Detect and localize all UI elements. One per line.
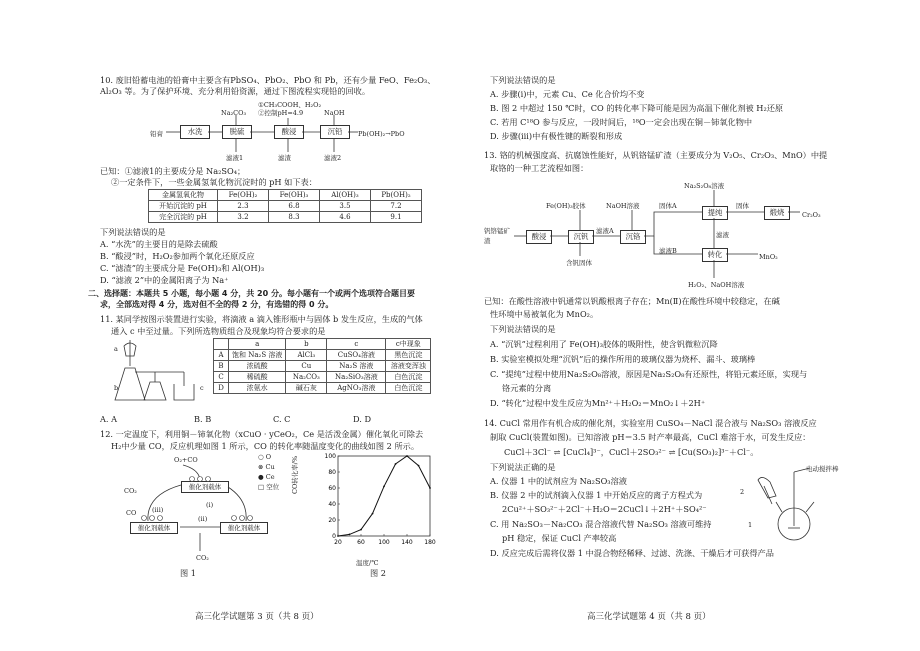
- q13-stem2: 取铬的一种工艺流程如图：: [490, 163, 589, 173]
- td: Na₂S 溶液: [327, 361, 386, 372]
- q12-option-d: D. 步骤(iii)中有极性键的断裂和形成: [490, 131, 623, 141]
- td: 饱和 Na₂S 溶液: [229, 350, 286, 361]
- th: c中现象: [386, 339, 431, 350]
- filtrate-b: 滤液B: [659, 247, 677, 255]
- q14-option-c-cont: pH 稳定，保证 CuCl 产率较高: [502, 533, 617, 543]
- catalyst-right: 催化剂载体: [220, 522, 268, 534]
- x-tick-label: 20: [334, 539, 342, 546]
- y-tick-label: 0: [332, 533, 336, 540]
- q10-option-a: A. “水洗”的主要目的是除去硫酸: [100, 239, 218, 249]
- filtrate-label: 滤液: [716, 231, 729, 239]
- q13-flow-arrows: [484, 180, 824, 290]
- q14-option-b-eq: 2Cu²⁺＋SO₃²⁻＋2Cl⁻＋H₂O＝2CuCl↓＋2H⁺＋SO₄²⁻: [502, 504, 707, 514]
- q10-option-d: D. “滤液 2”中的金属阳离子为 Na⁺: [100, 275, 229, 285]
- q14-option-a: A. 仪器 1 中的试剂应为 Na₂SO₃溶液: [490, 476, 627, 486]
- vanadium-box: 沉钒: [568, 230, 594, 244]
- td: AgNO₃溶液: [327, 383, 386, 394]
- td: AlCl₃: [286, 350, 327, 361]
- data-point: [406, 455, 408, 457]
- species-co: CO: [126, 509, 137, 517]
- product-mno2: MnO₂: [759, 253, 778, 261]
- q12-stem1: 12. 一定温度下，利用铜－铈氧化物（xCuO · yCeO₂，Ce 是活泼金属）催化氧化可除去: [100, 429, 424, 439]
- td: 白色沉淀: [386, 372, 431, 383]
- app-label-c: c: [200, 384, 204, 392]
- q14-option-b: B. 仪器 2 中的试剂滴入仪器 1 中开始反应的离子方程式为: [490, 490, 703, 500]
- q14-stem1: 14. CuCl 常用作有机合成的催化剂，实验室用 CuSO₄－NaCl 混合液与 Na₂SO₃ 溶液反应: [484, 418, 817, 428]
- flow-start: 铅膏: [150, 130, 163, 138]
- precip-box: 沉铅: [320, 125, 350, 139]
- data-point: [429, 487, 431, 489]
- right-footer: 高三化学试题第 4 页（共 8 页）: [587, 612, 711, 622]
- td: 2.3: [218, 201, 269, 212]
- section2-heading1: 二、选择题：本题共 5 小题，每小题 4 分，共 20 分。每小题有一个或两个选项符合题目要: [88, 289, 415, 298]
- td: 完全沉淀的 pH: [149, 212, 218, 223]
- reagent-na2co3: Na₂CO₃: [221, 109, 247, 117]
- step-iii: (iii): [152, 506, 164, 514]
- q14-stem2: 制取 CuCl(装置如图)。已知溶液 pH＝3.5 时产率最高，CuCl 难溶于水，可发生反应：: [490, 432, 811, 442]
- q10-option-c: C. “滤渣”的主要成分是 Fe(OH)₃和 Al(OH)₃: [100, 263, 265, 273]
- td: 白色沉淀: [386, 383, 431, 394]
- td: B: [214, 361, 229, 372]
- x-tick-label: 100: [378, 539, 390, 546]
- th: b: [286, 339, 327, 350]
- td: 4.6: [320, 212, 371, 223]
- q11-answer-c: C. C: [273, 414, 291, 424]
- legend-cu: ⊗ Cu: [258, 463, 275, 471]
- reagent-naoh: NaOH溶液: [606, 202, 640, 210]
- x-tick-label: 140: [401, 539, 413, 546]
- th: 金属氢氧化物: [149, 190, 218, 201]
- q14-ask: 下列说法正确的是: [490, 462, 556, 472]
- q11-answer-d: D. D: [353, 414, 372, 424]
- fig1-caption: 图 1: [180, 568, 196, 578]
- x-tick-label: 60: [357, 539, 365, 546]
- th: [214, 339, 229, 350]
- acid-leach-box: 酸浸: [274, 125, 304, 139]
- data-point: [395, 463, 397, 465]
- filtrate-a: 滤液A: [596, 227, 614, 235]
- q14-apparatus: [742, 466, 852, 546]
- q14-equation: CuCl＋3Cl⁻ ⇌ [CuCl₄]³⁻，CuCl＋2SO₃²⁻ ⇌ [Cu(SO₃)₂]³⁻＋Cl⁻。: [504, 447, 759, 457]
- purify-box: 提纯: [702, 206, 728, 220]
- td: A: [214, 350, 229, 361]
- app-label-b: b: [114, 384, 119, 392]
- th: Fe(OH)₂: [218, 190, 269, 201]
- q12-option-a: A. 步骤(i)中，元素 Cu、Ce 化合价均不变: [490, 89, 645, 99]
- app-label-2: 2: [740, 488, 745, 496]
- reagents-h2o2: H₂O₂、NaOH溶液: [688, 281, 745, 289]
- reagent-na2s2o8: Na₂S₂O₈溶液: [684, 182, 725, 190]
- left-page: [88, 0, 483, 651]
- y-tick-label: 100: [324, 453, 336, 460]
- td: Na₂CO₃: [286, 372, 327, 383]
- th: c: [327, 339, 386, 350]
- q12-stem2: H₂中少量 CO，反应机理如图 1 所示，CO 的转化率随温度变化的曲线如图 2 所示。: [111, 441, 420, 451]
- data-point: [372, 513, 374, 515]
- q12-option-b: B. 图 2 中超过 150 ℃时，CO 的转化率下降可能是因为高温下催化剂被 H₂还原: [490, 103, 784, 113]
- flow-product: Pb(OH)₂→PbO: [358, 130, 405, 138]
- x-tick-label: 180: [424, 539, 436, 546]
- y-tick-label: 20: [328, 517, 336, 524]
- filtrate2: 滤液2: [324, 154, 342, 162]
- convert-box: 转化: [702, 248, 728, 262]
- q10-flow-arrows: [88, 100, 388, 160]
- y-tick-label: 60: [328, 485, 336, 492]
- legend-ce: ● Ce: [258, 473, 275, 481]
- td: 8.3: [269, 212, 320, 223]
- data-point: [349, 534, 351, 536]
- q12-ask: 下列说法错误的是: [490, 75, 556, 85]
- residue: 滤渣: [278, 154, 291, 162]
- q11-answer-a: A. A: [100, 414, 118, 424]
- data-point: [360, 529, 362, 531]
- step-i: (i): [206, 501, 214, 509]
- reagent-feoh: Fe(OH)₃胶体: [546, 202, 586, 210]
- td: 黑色沉淀: [386, 350, 431, 361]
- q13-option-b: B. 实验室模拟处理“沉钒”后的操作所用的玻璃仪器为烧杯、漏斗、玻璃棒: [490, 354, 756, 364]
- y-tick-label: 80: [328, 469, 336, 476]
- td: 3.5: [320, 201, 371, 212]
- section2-heading2: 求，全部选对得 4 分，选对但不全的得 2 分，有选错的得 0 分。: [100, 300, 334, 309]
- q13-known1: 已知：在酸性溶液中钒通常以钒酸根离子存在；Mn(Ⅱ)在酸性环境中较稳定，在碱: [484, 296, 780, 306]
- td: 碱石灰: [286, 383, 327, 394]
- th: Fe(OH)₃: [269, 190, 320, 201]
- filtrate1: 滤液1: [226, 154, 244, 162]
- q11-stem1: 11. 某同学按图示装置进行实验，将滴液 a 滴入锥形瓶中与固体 b 发生反应，生成的气体: [100, 314, 423, 324]
- data-point: [383, 486, 385, 488]
- species-co2-a: CO₂: [124, 487, 137, 495]
- td: 6.8: [269, 201, 320, 212]
- td: 浓氨水: [229, 383, 286, 394]
- q13-option-c: C. “提纯”过程中使用Na₂S₂O₈溶液，原因是Na₂S₂O₈有还原性，将铅元素还原，实现与: [490, 369, 808, 379]
- td: 7.2: [371, 201, 422, 212]
- data-point: [418, 465, 420, 467]
- q12-option-c: C. 若用 C¹⁸O 参与反应，一段时间后，¹⁸O一定会出现在铜－铈氧化物中: [490, 117, 753, 127]
- td: 浓硫酸: [229, 361, 286, 372]
- stirrer-label: 电动搅拌棒: [806, 465, 839, 473]
- product-cr2o3: Cr₂O₃: [802, 211, 821, 219]
- legend-vacancy: □ 空位: [258, 483, 280, 491]
- left-footer: 高三化学试题第 3 页（共 8 页）: [195, 612, 319, 622]
- td: 开始沉淀的 pH: [149, 201, 218, 212]
- app-label-a: a: [114, 345, 118, 353]
- q13-option-a: A. “沉钒”过程利用了 Fe(OH)₃胶体的吸附性，使含钒微粒沉降: [490, 339, 718, 349]
- q11-table: [213, 338, 431, 394]
- td: 溶液变浑浊: [386, 361, 431, 372]
- td: C: [214, 372, 229, 383]
- td: 9.1: [371, 212, 422, 223]
- chart-ylabel: CO转化率/%: [291, 455, 299, 494]
- vanadium-solid: 含钒固体: [566, 259, 592, 267]
- plot-frame: [338, 456, 430, 536]
- q10-option-b: B. “酸浸”时，H₂O₂参加两个氧化还原反应: [100, 251, 255, 261]
- solid-a: 固体A: [659, 202, 677, 210]
- td: 稀硫酸: [229, 372, 286, 383]
- reagent-naoh: NaOH: [324, 109, 345, 117]
- q10-known1: 已知：①滤液1的主要成分是 Na₂SO₄；: [100, 166, 246, 176]
- app-label-1: 1: [748, 521, 753, 529]
- q10-stem-line1: 10. 废旧铅蓄电池的铅膏中主要含有PbSO₄、PbO₂、PbO 和 Pb，还有少量 FeO、Fe₂O₃、: [100, 75, 436, 85]
- species-o2co: O₂+CO: [174, 456, 198, 464]
- q13-known2: 性环境中易被氧化为 MnO₂。: [490, 309, 599, 319]
- q11-answer-b: B. B: [194, 414, 212, 424]
- fig2-caption: 图 2: [370, 568, 386, 578]
- catalyst-left: 催化剂载体: [130, 522, 178, 534]
- step-ii: (ii): [198, 515, 208, 523]
- q10-ask: 下列说法错误的是: [100, 227, 166, 237]
- td: Na₂SiO₃溶液: [327, 372, 386, 383]
- wash-box: 水洗: [180, 125, 210, 139]
- th: Al(OH)₃: [320, 190, 371, 201]
- q10-ph-table: [148, 189, 422, 223]
- q11-stem2: 通入 c 中至过量。下列所选物质组合及现象均符合要求的是: [111, 326, 326, 336]
- conversion-line: [338, 456, 430, 536]
- th: Pb(OH)₂: [371, 190, 422, 201]
- chromium-box: 沉铬: [620, 230, 646, 244]
- ore: 钒铬锰矿渣: [484, 227, 510, 245]
- conversion-chart: [318, 452, 438, 552]
- acid-leach-box-13: 酸浸: [526, 230, 552, 244]
- td: 3.2: [218, 212, 269, 223]
- reagent-cooh: ①CH₃COOH、H₂O₂: [258, 101, 322, 109]
- td: D: [214, 383, 229, 394]
- q13-option-c-cont: 铬元素的分离: [502, 383, 552, 393]
- solid-label: 固体: [736, 202, 749, 210]
- q10-known2: ②一定条件下，一些金属氢氧化物沉淀时的 pH 如下表：: [111, 177, 317, 187]
- q13-stem1: 13. 铬的机械强度高、抗腐蚀性能好，从钒铬锰矿渣（主要成分为 V₂O₅、Cr₂O₃、MnO）中提: [484, 150, 828, 160]
- q10-stem-line2: Al₂O₃ 等。为了保护环境、充分利用铅资源，通过下图流程实现铅的回收。: [100, 86, 371, 96]
- td: Cu: [286, 361, 327, 372]
- q14-option-c: C. 用 Na₂SO₃－Na₂CO₃ 混合溶液代替 Na₂SO₃ 溶液可维持: [490, 519, 712, 529]
- y-tick-label: 40: [328, 501, 336, 508]
- q13-option-d: D. “转化”过程中发生反应为Mn²⁺＋H₂O₂＝MnO₂↓＋2H⁺: [490, 398, 706, 408]
- q13-ask: 下列说法错误的是: [490, 324, 556, 334]
- right-page: [484, 0, 854, 651]
- reagent-ph: ②控制pH=4.9: [258, 109, 304, 117]
- chart-xlabel: 温度/℃: [356, 559, 379, 567]
- desulf-box: 脱硫: [222, 125, 252, 139]
- calcine-box: 煅烧: [764, 206, 790, 220]
- td: CuSO₄溶液: [327, 350, 386, 361]
- species-co2-b: CO₂: [196, 554, 209, 562]
- data-point: [337, 535, 339, 537]
- q14-option-d: D. 反应完成后需将仪器 1 中混合物经稀释、过滤、洗涤、干燥后才可获得产品: [490, 548, 774, 558]
- legend-o: ○ O: [258, 453, 272, 461]
- th: a: [229, 339, 286, 350]
- catalyst-top: 催化剂载体: [181, 481, 229, 493]
- q11-apparatus: [110, 338, 220, 413]
